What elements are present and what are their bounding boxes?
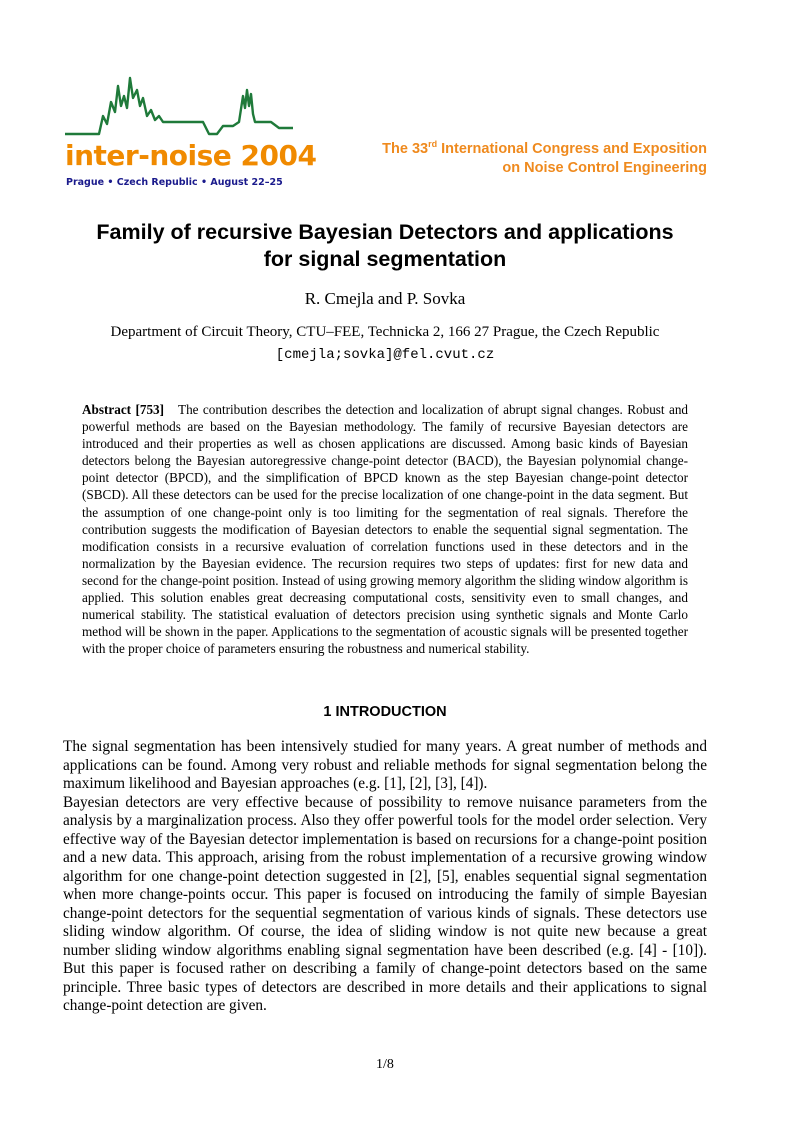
- paragraph: Bayesian detectors are very effective because of possibility to remove nuisance parameters from the analysis by a marginalization process. Also they offer powerful tools for the model order selection. Very effective way of the Bayesian detector implementation is based on recursions for a change-point position and a new data. This approach, arising from the robust implementation of a recursive growing window algorithm for one change-point detection suggested in [2], [5], enables sequential signal segmentation when more change-points occur. This paper is focused on introducing the family of simple Bayesian change-point detectors for the sequential segmentation of various kinds of signals. These detectors use sliding window algorithm. Of course, the idea of sliding window is not quite new because a great number sliding window algorithms enabling signal segmentation have been described (e.g. [4] - [10]). But this paper is focused rather on describing a family of change-point detectors based on the same principle. Three basic types of detectors are described in more details and their applications to signal change-point detection are given.: [63, 793, 707, 1014]
- paper-affiliation: Department of Circuit Theory, CTU–FEE, Technicka 2, 166 27 Prague, the Czech Republic: [110, 324, 660, 340]
- abstract: [82, 401, 688, 657]
- section-body: [63, 738, 707, 1016]
- conference-logo: [63, 72, 317, 194]
- prague-skyline-graphic: [63, 72, 295, 146]
- logo-wordmark: inter-noise 2004: [65, 139, 317, 172]
- section-heading: 1 INTRODUCTION: [323, 704, 447, 720]
- paper-title: Family of recursive Bayesian Detectors and applications for signal segmentation: [96, 220, 674, 271]
- page-number: 1/8: [376, 1057, 394, 1072]
- congress-line-2: on Noise Control Engineering: [502, 160, 707, 176]
- congress-header: [382, 140, 707, 178]
- paper-authors: R. Cmejla and P. Sovka: [304, 289, 466, 308]
- author-email: [cmejla;sovka]@fel.cvut.cz: [275, 347, 495, 363]
- abstract-text: The contribution describes the detection and localization of abrupt signal changes. Robust and powerful methods are based on the Bayesian methodology. The family of recursive Bayesian detectors are introduced and their properties as well as chosen applications are discussed. Among basic kinds of Bayesian detectors belong the Bayesian autoregressive change-point detector (BACD), the Bayesian polynomial change-point detector (BPCD), and the simplification of BPCD known as the step Bayesian change-point detector (SBCD). All these detectors can be used for the precise localization of one change-point in the data segment. But the assumption of one change-point only is too limiting for the segmentation of real signals. Therefore the contribution suggests the modification of Bayesian detectors to enable the sequential signal segmentation. The modification consists in a recursive evaluation of correlation functions used in these detectors and in the normalization by the Bayesian evidence. The recursion requires two steps of updates: first for new data and second for the change-point position. Instead of using growing memory algorithm the sliding window algorithm is applied. This solution enables great decreasing computational costs, sensitivity even to small changes, and numerical stability. The statistical evaluation of detectors precision using synthetic signals and Monte Carlo method will be shown in the paper. Applications to the segmentation of acoustic signals will be presented together with the proper choice of parameters ensuring the robustness and numerical stability.: [82, 402, 689, 657]
- abstract-label: Abstract [753]: [82, 402, 165, 417]
- paragraph: The signal segmentation has been intensively studied for many years. A great number of methods and applications can be found. Among very robust and reliable methods for signal segmentation belong the maximum likelihood and Bayesian approaches (e.g. [1], [2], [3], [4]).: [63, 738, 707, 792]
- congress-line-1: The 33rd International Congress and Exposition: [382, 139, 707, 157]
- logo-subtitle: Prague • Czech Republic • August 22–25: [66, 177, 283, 188]
